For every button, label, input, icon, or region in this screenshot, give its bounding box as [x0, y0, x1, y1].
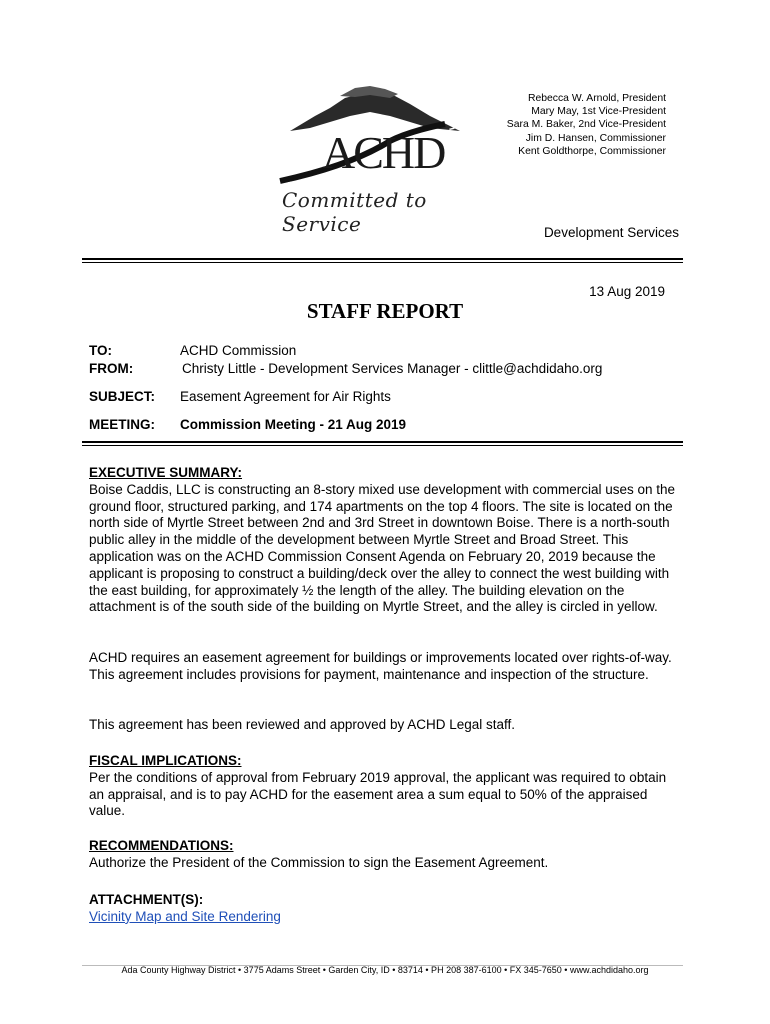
fiscal-implications [89, 753, 679, 820]
paragraph: Boise Caddis, LLC is constructing an 8-story mixed use development with commercial uses on the ground floor, structured parking, and 174 apartments on the top 4 floors. The site is located on the north side of Myrtle Street between 2nd and 3rd Street in downtown Boise. There is a north-south public alley in the middle of the development between Myrtle Street and Broad Street. This application was on the ACHD Commission Consent Agenda on February 20, 2019 because the applicant is proposing to construct a building/deck over the alley to connect the west building with the east building, for approximately ½ the length of the alley. The building elevation on the attachment is of the south side of the building on Myrtle Street, and the alley is circled in yellow. [89, 481, 676, 615]
logo-text: ACHD [322, 127, 445, 178]
page-title: STAFF REPORT [306, 299, 464, 323]
subject-value: Easement Agreement for Air Rights [180, 389, 391, 404]
executive-summary [89, 465, 679, 616]
section-heading: FISCAL IMPLICATIONS: [89, 753, 242, 768]
section-heading: ATTACHMENT(S): [89, 892, 204, 907]
section-heading: EXECUTIVE SUMMARY: [89, 465, 243, 480]
officer-name: Rebecca W. Arnold, President [527, 93, 666, 104]
divider [82, 258, 683, 263]
divider [82, 441, 683, 446]
to-label: TO: [89, 343, 112, 358]
attachments [89, 892, 679, 926]
report-date: 13 Aug 2019 [589, 284, 665, 299]
executive-summary-cont [89, 650, 679, 684]
officer-name: Mary May, 1st Vice-President [531, 106, 666, 118]
officer-name: Kent Goldthorpe, Commissioner [518, 145, 666, 157]
attachment-link[interactable]: Vicinity Map and Site Rendering [89, 908, 281, 924]
meeting-value: Commission Meeting - 21 Aug 2019 [180, 417, 407, 432]
meeting-label: MEETING: [89, 417, 155, 432]
from-label: FROM: [89, 361, 134, 376]
department: Development Services [543, 225, 679, 240]
paragraph: This agreement has been reviewed and approved by ACHD Legal staff. [89, 717, 516, 732]
paragraph: Authorize the President of the Commission to sign the Easement Agreement. [89, 854, 549, 870]
officer-name: Sara M. Baker, 2nd Vice-President [506, 119, 666, 131]
legal-review [89, 717, 679, 734]
officer-name: Jim D. Hansen, Commissioner [525, 132, 666, 144]
officer-list [507, 92, 666, 158]
tagline: Committed to Service [282, 188, 427, 236]
to-value: ACHD Commission [180, 343, 297, 358]
paragraph: ACHD requires an easement agreement for buildings or improvements located over rights-of-way. This agreement includes provisions for payment, maintenance and inspection of the structure. [89, 650, 672, 682]
paragraph: Per the conditions of approval from February 2019 approval, the applicant was required to obtain an appraisal, and is to pay ACHD for the easement area a sum equal to 50% of the appraised value. [89, 769, 667, 819]
subject-label: SUBJECT: [89, 389, 156, 404]
footer: Ada County Highway District • 3775 Adams Street • Garden City, ID • 83714 • PH 208 387-6100 • FX 345-7650 • www.achdidaho.org [121, 965, 649, 975]
achd-logo [270, 86, 500, 236]
section-heading: RECOMMENDATIONS: [89, 838, 234, 853]
from-value: Christy Little - Development Services Manager - clittle@achdidaho.org [182, 361, 603, 376]
recommendations [89, 838, 679, 872]
